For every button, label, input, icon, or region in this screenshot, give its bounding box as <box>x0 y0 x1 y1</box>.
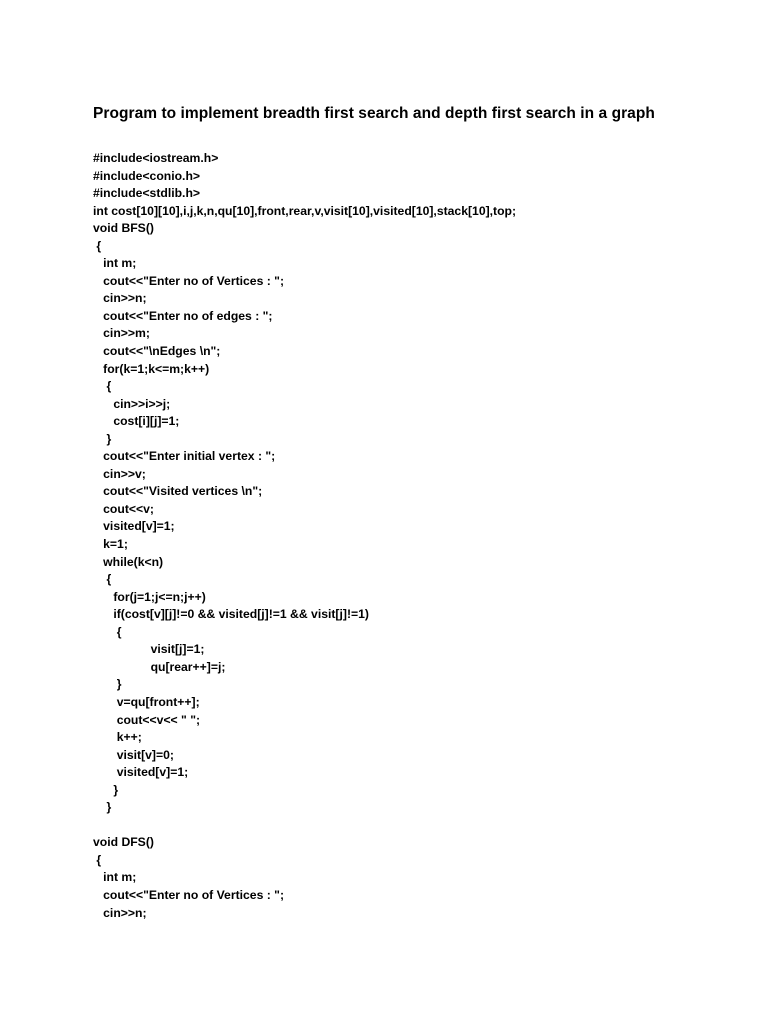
code-line <box>93 817 516 835</box>
code-line: for(j=1;j<=n;j++) <box>93 589 206 604</box>
code-line: k++; <box>93 730 142 745</box>
code-line: #include<iostream.h> <box>93 151 219 165</box>
code-line: cout<<v<< " "; <box>93 712 201 727</box>
code-line: visited[v]=1; <box>93 765 189 780</box>
code-block <box>93 150 516 922</box>
code-line: cout<<"Enter no of Vertices : "; <box>93 887 285 902</box>
code-line: while(k<n) <box>93 554 164 569</box>
code-line: visit[j]=1; <box>93 642 205 657</box>
code-line: k=1; <box>93 537 128 552</box>
code-line: cout<<"Enter initial vertex : "; <box>93 449 276 464</box>
code-line: if(cost[v][j]!=0 && visited[j]!=1 && visit[j]!=1) <box>93 607 369 622</box>
code-line: cin>>m; <box>93 326 150 341</box>
code-line: visit[v]=0; <box>93 747 174 762</box>
code-line: cin>>i>>j; <box>93 396 171 411</box>
code-line: } <box>93 782 119 797</box>
code-line: cout<<v; <box>93 501 154 516</box>
code-line: cin>>v; <box>93 466 146 481</box>
code-line: for(k=1;k<=m;k++) <box>93 361 210 376</box>
code-line: { <box>93 572 112 587</box>
code-line: cout<<"Enter no of Vertices : "; <box>93 273 285 288</box>
code-line: int m; <box>93 870 137 885</box>
code-line: { <box>93 238 102 253</box>
code-line: void DFS() <box>93 835 154 850</box>
code-line: int cost[10][10],i,j,k,n,qu[10],front,rear,v,visit[10],visited[10],stack[10],top; <box>93 203 517 218</box>
code-line: v=qu[front++]; <box>93 694 200 709</box>
code-line: int m; <box>93 256 137 271</box>
code-line: } <box>93 677 122 692</box>
code-line: cout<<"\nEdges \n"; <box>93 344 221 359</box>
code-line: cout<<"Enter no of edges : "; <box>93 308 273 323</box>
document-title: Program to implement breadth first search and depth first search in a graph <box>93 105 655 122</box>
code-line: qu[rear++]=j; <box>93 659 226 674</box>
code-line: cout<<"Visited vertices \n"; <box>93 484 263 499</box>
code-line: visited[v]=1; <box>93 519 175 534</box>
code-line: #include<stdlib.h> <box>93 186 201 201</box>
code-line: { <box>93 379 112 394</box>
code-line: void BFS() <box>93 221 154 236</box>
code-line: } <box>93 431 112 446</box>
code-line: } <box>93 800 112 815</box>
code-line: cin>>n; <box>93 905 147 920</box>
code-line: { <box>93 852 102 867</box>
code-line: cin>>n; <box>93 291 147 306</box>
code-line: { <box>93 624 122 639</box>
code-line: cost[i][j]=1; <box>93 414 180 429</box>
code-line: #include<conio.h> <box>93 168 201 183</box>
